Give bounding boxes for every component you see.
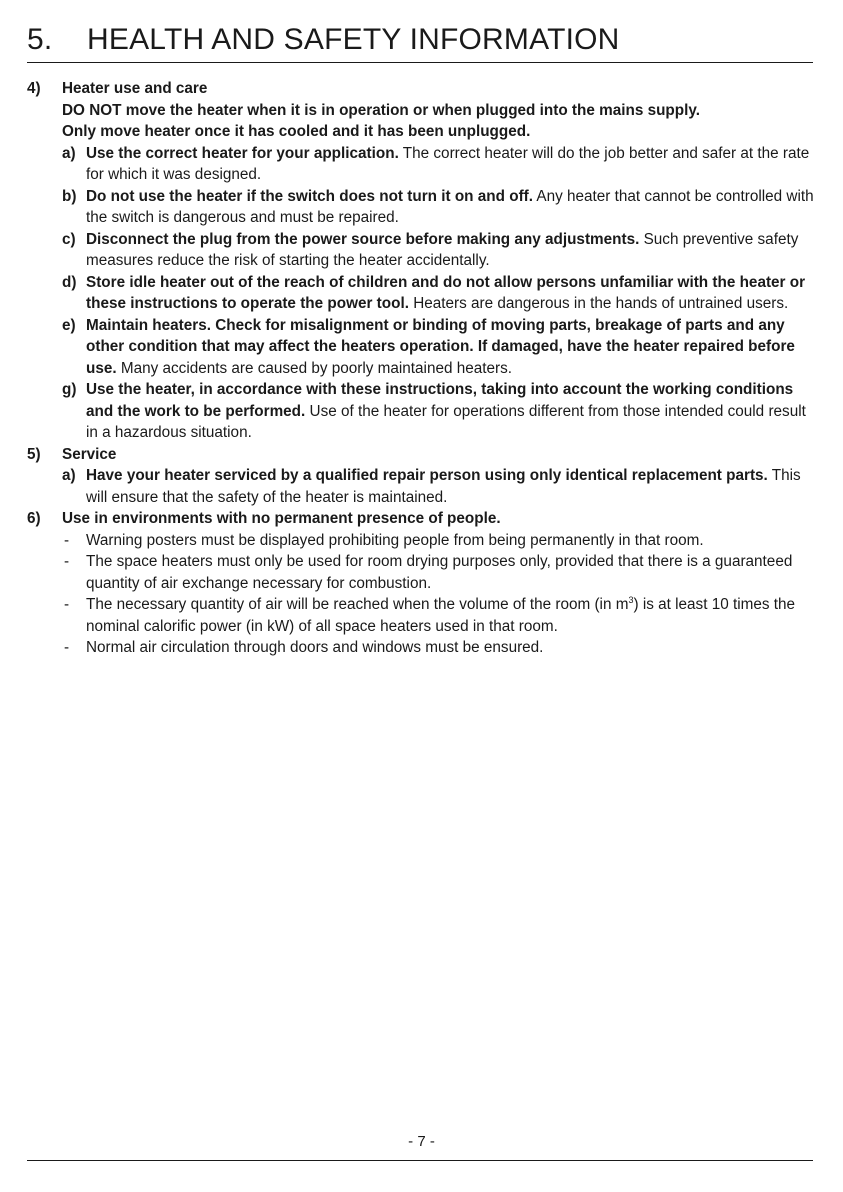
item-letter: a) [62,144,76,162]
item-text [86,229,815,272]
item-letter: b) [62,187,77,205]
item-bold-text: Use the heater, in accordance with these instructions, taking into account the working conditions and the work to be performed. [86,381,794,420]
item-body-text: The correct heater will do the job better and safer at the rate for which it was designed. [86,144,810,183]
item-body-text: Heaters are dangerous in the hands of untrained users. [408,295,789,312]
item-bold-text: Use the correct heater for your application. [86,144,399,162]
section-4-number: 4) [27,80,41,97]
section-5-heading [27,444,815,466]
list-item [62,272,815,315]
item-body-text: Such preventive safety measures reduce the risk of starting the heater accidentally. [86,230,799,269]
section-6-number: 6) [27,510,41,527]
document-body [27,78,815,659]
page-number: - 7 - [408,1133,435,1150]
item-letter: e) [62,316,76,334]
section-4 [27,78,815,444]
section-4-title: Heater use and care [62,80,208,97]
page-title [27,22,620,58]
bullet-item [62,594,815,637]
item-bold-text: Have your heater serviced by a qualified repair person using only identical replacement parts. [86,467,768,484]
header-rule [27,62,813,63]
dash-bullet: - [64,596,70,613]
bullet-text: Warning posters must be displayed prohibiting people from being permanently in that room. [86,531,704,549]
section-heading: HEALTH AND SAFETY INFORMATION [87,23,620,56]
section-5-number: 5) [27,445,41,463]
item-text [86,272,815,315]
item-body-text: Use of the heater for operations different from those intended could result in a hazardous situation. [86,402,806,441]
section-6-title: Use in environments with no permanent presence of people. [62,510,501,527]
dash-bullet: - [64,639,70,656]
item-letter: c) [62,230,76,248]
section-number: 5. [27,23,53,56]
item-bold-text: Maintain heaters. Check for misalignment or binding of moving parts, breakage of parts and any other condition that may affect the heaters operation. If damaged, have the heater repaired before use. [86,316,795,377]
bullet-text [86,594,815,637]
section-4-intro-line1: DO NOT move the heater when it is in operation or when plugged into the mains supply. [62,101,700,119]
bullet-text: Normal air circulation through doors and windows must be ensured. [86,639,544,656]
bullet-item [62,551,815,594]
item-text [86,379,815,444]
dash-bullet: - [64,553,70,570]
item-bold-text: Do not use the heater if the switch does not turn it on and off. [86,187,534,205]
list-item [62,229,815,272]
superscript: 3 [628,594,634,605]
item-body-text: Many accidents are caused by poorly maintained heaters. [116,359,512,377]
list-item [62,186,815,229]
item-bold-text: Store idle heater out of the reach of children and do not allow persons unfamiliar with the heater or these instructions to operate the power tool. [86,273,806,312]
footer-rule [27,1160,813,1161]
list-item [62,315,815,380]
section-5 [27,444,815,509]
bullet-item [62,530,815,552]
item-text [86,186,815,229]
dash-bullet: - [64,531,70,549]
bullet-item [62,637,815,659]
item-bold-text: Disconnect the plug from the power source before making any adjustments. [86,230,640,248]
item-letter: a) [62,467,76,484]
item-body-text: This will ensure that the safety of the heater is maintained. [86,467,801,506]
list-item [62,143,815,186]
item-body-text: Any heater that cannot be controlled with the switch is dangerous and must be repaired. [86,187,814,226]
section-6-heading [27,508,815,530]
item-letter: d) [62,273,77,291]
bullet-text-before: The necessary quantity of air will be reached when the volume of the room (in m [86,596,629,613]
bullet-text-after: ) is at least 10 times the nominal calorific power (in kW) of all space heaters used in that room. [86,596,796,635]
section-4-intro-line2: Only move heater once it has cooled and it has been unplugged. [62,123,531,140]
section-5-title: Service [62,445,117,463]
section-6 [27,508,815,659]
bullet-text: The space heaters must only be used for room drying purposes only, provided that there is a guaranteed quantity of air exchange necessary for combustion. [86,553,793,592]
list-item [62,379,815,444]
item-text [86,143,815,186]
section-4-heading [27,78,815,100]
item-text [86,315,815,380]
list-item [62,465,815,508]
item-text [86,465,815,508]
item-letter: g) [62,381,77,398]
